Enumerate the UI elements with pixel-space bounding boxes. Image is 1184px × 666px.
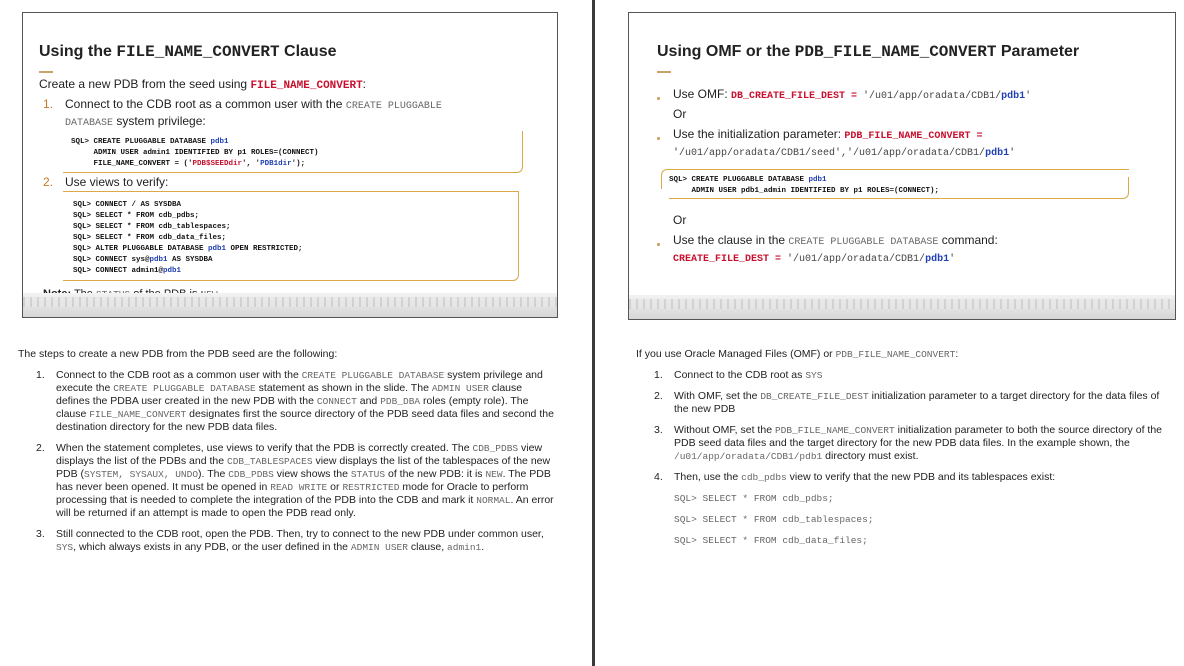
bullet-2	[657, 137, 660, 140]
right-notes-item-2: 2. With OMF, set the DB_CREATE_FILE_DEST initialization parameter to a target directory for the data files of the new PDB	[654, 390, 1160, 415]
slide-footer-band	[629, 295, 1175, 319]
init-param-bullet: Use the initialization parameter: PDB_FILE_NAME_CONVERT = '/u01/app/oradata/CDB1/seed','/u01/app/oradata/CDB1/pdb1'	[673, 127, 1016, 159]
left-notes-item-2: 2. When the statement completes, use views to verify that the PDB is correctly created. The CDB_PDBS view displays the list of the PDBs and the CDB_TABLESPACES view displays the list of the tablespaces of the new PDB (SYSTEM, SYSAUX, UNDO). The CDB_PDBS view shows the STATUS of the new PDB: it is NEW. The PDB has never been opened. It must be opened in READ WRITE or RESTRICTED mode for Oracle to perform processing that is needed to complete the integration of the PDB into the CDB and mark it NORMAL. An error will be returned if an attempt is made to open the PDB read only.	[36, 442, 554, 519]
code-block-2: SQL> CONNECT / AS SYSDBA SQL> SELECT * FROM cdb_pdbs; SQL> SELECT * FROM cdb_tablespaces; SQL> SELECT * FROM cdb_data_files; SQL> ALTER PLUGGABLE DATABASE pdb1 OPEN RESTRICTED; SQL> CONNECT sys@pdb1 AS SYSDBA SQL> CONNECT admin1@pdb1	[73, 201, 303, 275]
right-code-block: SQL> CREATE PLUGGABLE DATABASE pdb1 ADMIN USER pdb1_admin IDENTIFIED BY p1 ROLES=(CONNECT);	[669, 176, 940, 195]
left-notes-item-1: 1. Connect to the CDB root as a common user with the CREATE PLUGGABLE DATABASE system privilege and execute the CREATE PLUGGABLE DATABASE statement as shown in the slide. The ADMIN USER clause defines the PDBA user created in the new PDB with the CONNECT and PDB_DBA roles (empty role). The clause FILE_NAME_CONVERT designates first the source directory of the PDB seed data files and second the destination directory for the new PDB data files.	[36, 369, 554, 433]
left-slide-title: Using the FILE_NAME_CONVERT Clause	[39, 43, 337, 61]
right-slide-title: Using OMF or the PDB_FILE_NAME_CONVERT Parameter	[657, 43, 1080, 61]
right-notes-item-3: 3. Without OMF, set the PDB_FILE_NAME_CONVERT initialization parameter to both the source directory of the PDB seed data files and the target directory for the new PDB data files. In the example shown, the /u01/app/oradata/CDB1/pdb1 directory must exist.	[654, 424, 1162, 462]
left-notes-item-3: 3. Still connected to the CDB root, open the PDB. Then, try to connect to the new PDB under common user, SYS, which always exists in any PDB, or the user defined in the ADMIN USER clause, admin1.	[36, 528, 544, 553]
right-page	[596, 0, 1184, 666]
step2-number: 2.	[43, 175, 54, 189]
right-slide	[628, 12, 1176, 320]
right-notes-item-4: 4. Then, use the cdb_pdbs view to verify that the new PDB and its tablespaces exist:	[654, 471, 1056, 483]
title-accent-bar	[657, 71, 671, 73]
or-text-1: Or	[673, 107, 687, 121]
title-accent-bar	[39, 71, 53, 73]
left-notes	[18, 348, 558, 562]
code-block-1: SQL> CREATE PLUGGABLE DATABASE pdb1 ADMIN USER admin1 IDENTIFIED BY p1 ROLES=(CONNECT) FILE_NAME_CONVERT = ('PDB$SEEDdir', 'PDB1dir');	[71, 138, 319, 168]
sql-line-2: SQL> SELECT * FROM cdb_tablespaces;	[674, 514, 874, 525]
step1-text: Connect to the CDB root as a common user with the CREATE PLUGGABLE DATABASE system privilege:	[65, 97, 442, 129]
clause-bullet: Use the clause in the CREATE PLUGGABLE DATABASE command: CREATE_FILE_DEST = '/u01/app/oradata/CDB1/pdb1'	[673, 233, 998, 265]
left-slide	[22, 12, 558, 318]
left-notes-intro: The steps to create a new PDB from the PDB seed are the following:	[18, 348, 338, 360]
bullet-1	[657, 97, 660, 100]
step2-text: Use views to verify:	[65, 175, 169, 189]
or-text-2: Or	[673, 213, 687, 227]
bullet-3	[657, 243, 660, 246]
right-notes	[636, 348, 1166, 555]
right-notes-item-1: 1. Connect to the CDB root as SYS	[654, 369, 823, 381]
step1-number: 1.	[43, 97, 54, 111]
page-divider	[592, 0, 595, 666]
slide-footer-band	[23, 293, 557, 317]
left-slide-intro: Create a new PDB from the seed using FILE_NAME_CONVERT:	[39, 77, 367, 92]
right-notes-intro: If you use Oracle Managed Files (OMF) or PDB_FILE_NAME_CONVERT:	[636, 348, 959, 360]
omf-bullet: Use OMF: DB_CREATE_FILE_DEST = '/u01/app/oradata/CDB1/pdb1'	[673, 87, 1032, 102]
sql-line-3: SQL> SELECT * FROM cdb_data_files;	[674, 535, 868, 546]
sql-line-1: SQL> SELECT * FROM cdb_pdbs;	[674, 493, 834, 504]
